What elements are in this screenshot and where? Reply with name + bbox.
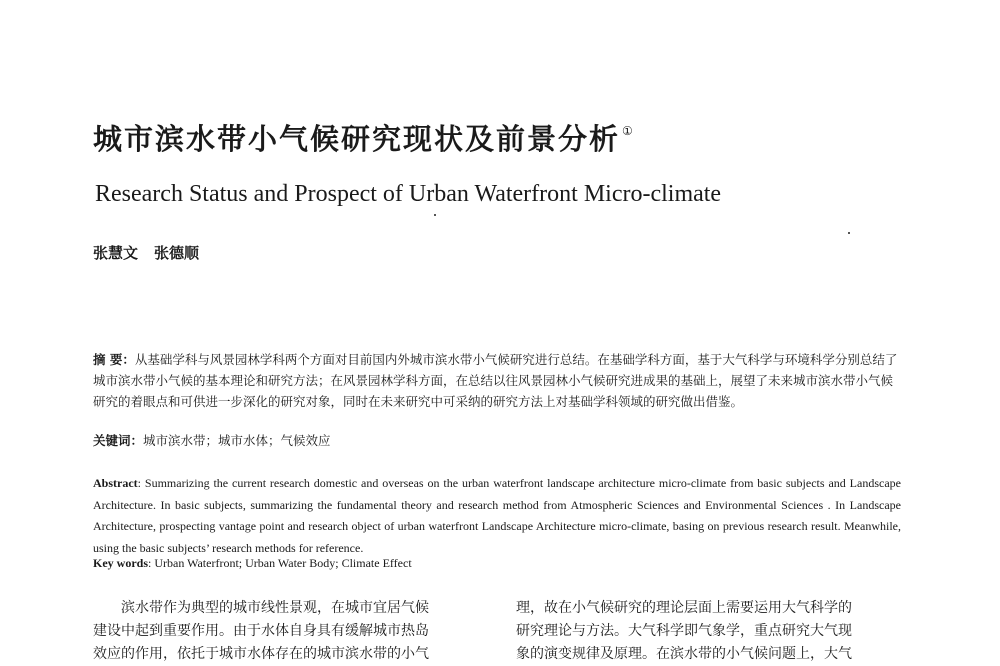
title-chinese-text: 城市滨水带小气候研究现状及前景分析: [93, 122, 621, 156]
body-line: 效应的作用，依托于城市水体存在的城市滨水带的小气: [93, 646, 429, 662]
body-column-left: [93, 597, 478, 666]
scan-speck: [848, 232, 850, 234]
keywords-english-text: Urban Waterfront; Urban Water Body; Climate Effect: [154, 556, 412, 570]
keywords-chinese-label: 关键词：: [93, 433, 144, 448]
abstract-chinese-label: 摘 要：: [93, 352, 135, 367]
title-footnote-marker: ①: [622, 124, 635, 138]
authors: [93, 242, 199, 263]
body-line: 建设中起到重要作用。由于水体自身具有缓解城市热岛: [93, 623, 429, 639]
abstract-english-text: Summarizing the current research domestic and overseas on the urban waterfront landscape architecture micro-climate from basic subjects and Landscape Architecture. In basic subjects, summarizing the fundamental theory and research method from Atmospheric Sciences and Environmental Sciences . In Landscape Architecture, prospecting vantage point and research object of urban waterfront Landscape Architecture micro-climate, basing on previous research result. Meanwhile, using the basic subjects’ research methods for reference.: [93, 476, 901, 555]
abstract-chinese-text: 从基础学科与风景园林学科两个方面对目前国内外城市滨水带小气候研究进行总结。在基础学科方面，基于大气科学与环境科学分别总结了城市滨水带小气候的基本理论和研究方法；在风景园林学科方面，在总结以往风景园林小气候研究进成果的基础上，展望了未来城市滨水带小气候研究的着眼点和可供进一步深化的研究对象，同时在未来研究中可采纳的研究方法上对基础学科领域的研究做出借鉴。: [93, 352, 898, 409]
scan-speck: [434, 214, 436, 216]
abstract-chinese: [93, 349, 901, 412]
body-column-right: [516, 597, 901, 666]
keywords-chinese: [93, 431, 331, 449]
abstract-english: Abstract: Summarizing the current research domestic and overseas on the urban waterfront landscape architecture micro-climate from basic subjects and Landscape Architecture. In basic subjects, summarizing the fundamental theory and research method from Atmospheric Sciences and Environmental Sciences . In Landscape Architecture, prospecting vantage point and research object of urban waterfront Landscape Architecture micro-climate, basing on previous research result. Meanwhile, using the basic subjects’ research methods for reference.: [93, 476, 901, 555]
author-name: 张德顺: [154, 244, 200, 262]
body-line: 研究理论与方法。大气科学即气象学，重点研究大气现: [516, 623, 852, 639]
title-english: Research Status and Prospect of Urban Waterfront Micro-climate: [95, 181, 722, 207]
keywords-chinese-text: 城市滨水带；城市水体；气候效应: [143, 433, 331, 448]
body-line: 理，故在小气候研究的理论层面上需要运用大气科学的: [516, 600, 852, 616]
keywords-english-label: Key words: [93, 556, 148, 570]
keywords-english: Key words: Urban Waterfront; Urban Water Body; Climate Effect: [93, 556, 412, 570]
body-line: 象的演变规律及原理。在滨水带的小气候问题上，大气: [516, 646, 852, 662]
author-name: 张慧文: [93, 244, 139, 262]
title-chinese: [93, 117, 635, 158]
abstract-english-label: Abstract: [93, 476, 138, 490]
body-line: 滨水带作为典型的城市线性景观，在城市宜居气候: [121, 600, 429, 616]
